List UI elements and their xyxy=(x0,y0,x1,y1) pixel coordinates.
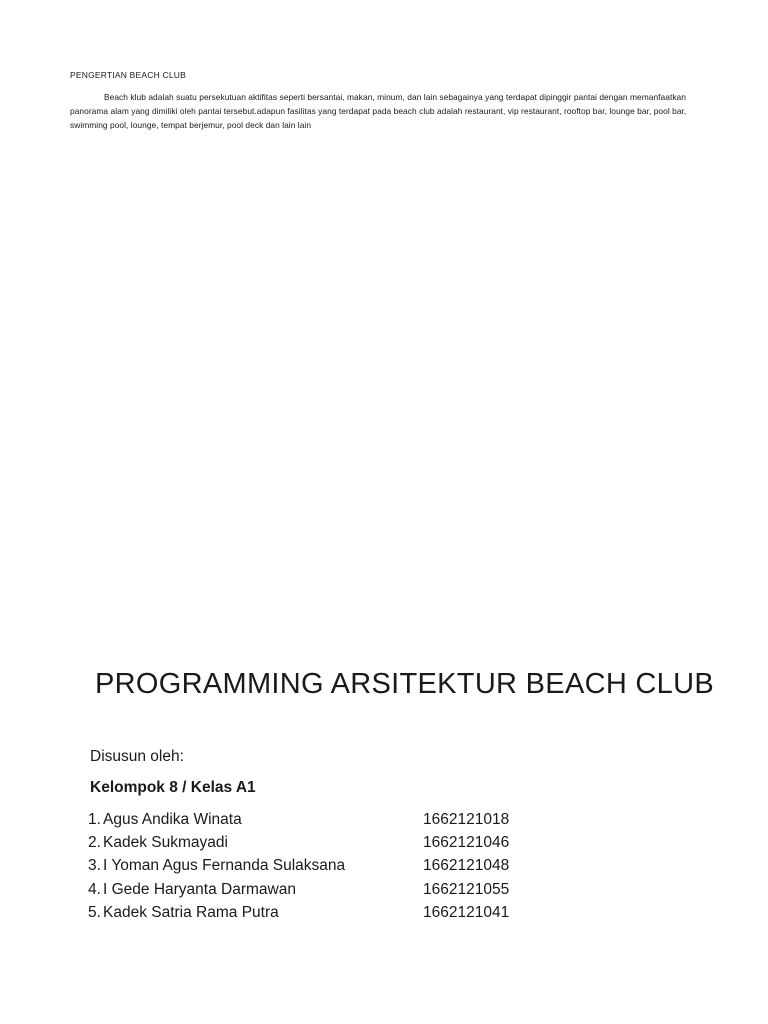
intro-heading: PENGERTIAN BEACH CLUB xyxy=(70,70,186,80)
member-id: 1662121046 xyxy=(423,834,510,852)
member-row xyxy=(88,833,548,856)
member-number: 3. xyxy=(88,857,101,875)
page-title: PROGRAMMING ARSITEKTUR BEACH CLUB xyxy=(95,668,714,700)
member-row xyxy=(88,903,548,926)
group-class-label: Kelompok 8 / Kelas A1 xyxy=(90,779,256,796)
member-list xyxy=(88,810,548,926)
member-name: I Gede Haryanta Darmawan xyxy=(103,880,296,898)
member-row xyxy=(88,880,548,903)
member-row xyxy=(88,810,548,833)
member-number: 1. xyxy=(88,811,101,828)
member-id: 1662121018 xyxy=(423,811,510,828)
member-name: Kadek Satria Rama Putra xyxy=(103,903,279,921)
member-number: 5. xyxy=(88,903,101,921)
member-name: Agus Andika Winata xyxy=(103,811,242,828)
compiled-by-label: Disusun oleh: xyxy=(90,748,184,765)
member-number: 4. xyxy=(88,880,101,898)
member-id: 1662121055 xyxy=(423,880,510,898)
member-id: 1662121041 xyxy=(423,903,510,921)
member-id: 1662121048 xyxy=(423,857,510,875)
member-number: 2. xyxy=(88,834,101,852)
member-name: Kadek Sukmayadi xyxy=(103,834,228,852)
member-name: I Yoman Agus Fernanda Sulaksana xyxy=(103,857,346,875)
member-row xyxy=(88,856,548,879)
intro-paragraph: Beach klub adalah suatu persekutuan aktifitas seperti bersantai, makan, minum, dan lain sebagainya yang terdapat dipinggir pantai dengan memanfaatkan panorama alam yang dimiliki oleh pantai tersebut.adapun fasilitas yang terdapat pada beach club adalah restaurant, vip restaurant, rooftop bar, lounge bar, pool bar, swimming pool, lounge, tempat berjemur, pool deck dan lain lain xyxy=(70,92,687,130)
